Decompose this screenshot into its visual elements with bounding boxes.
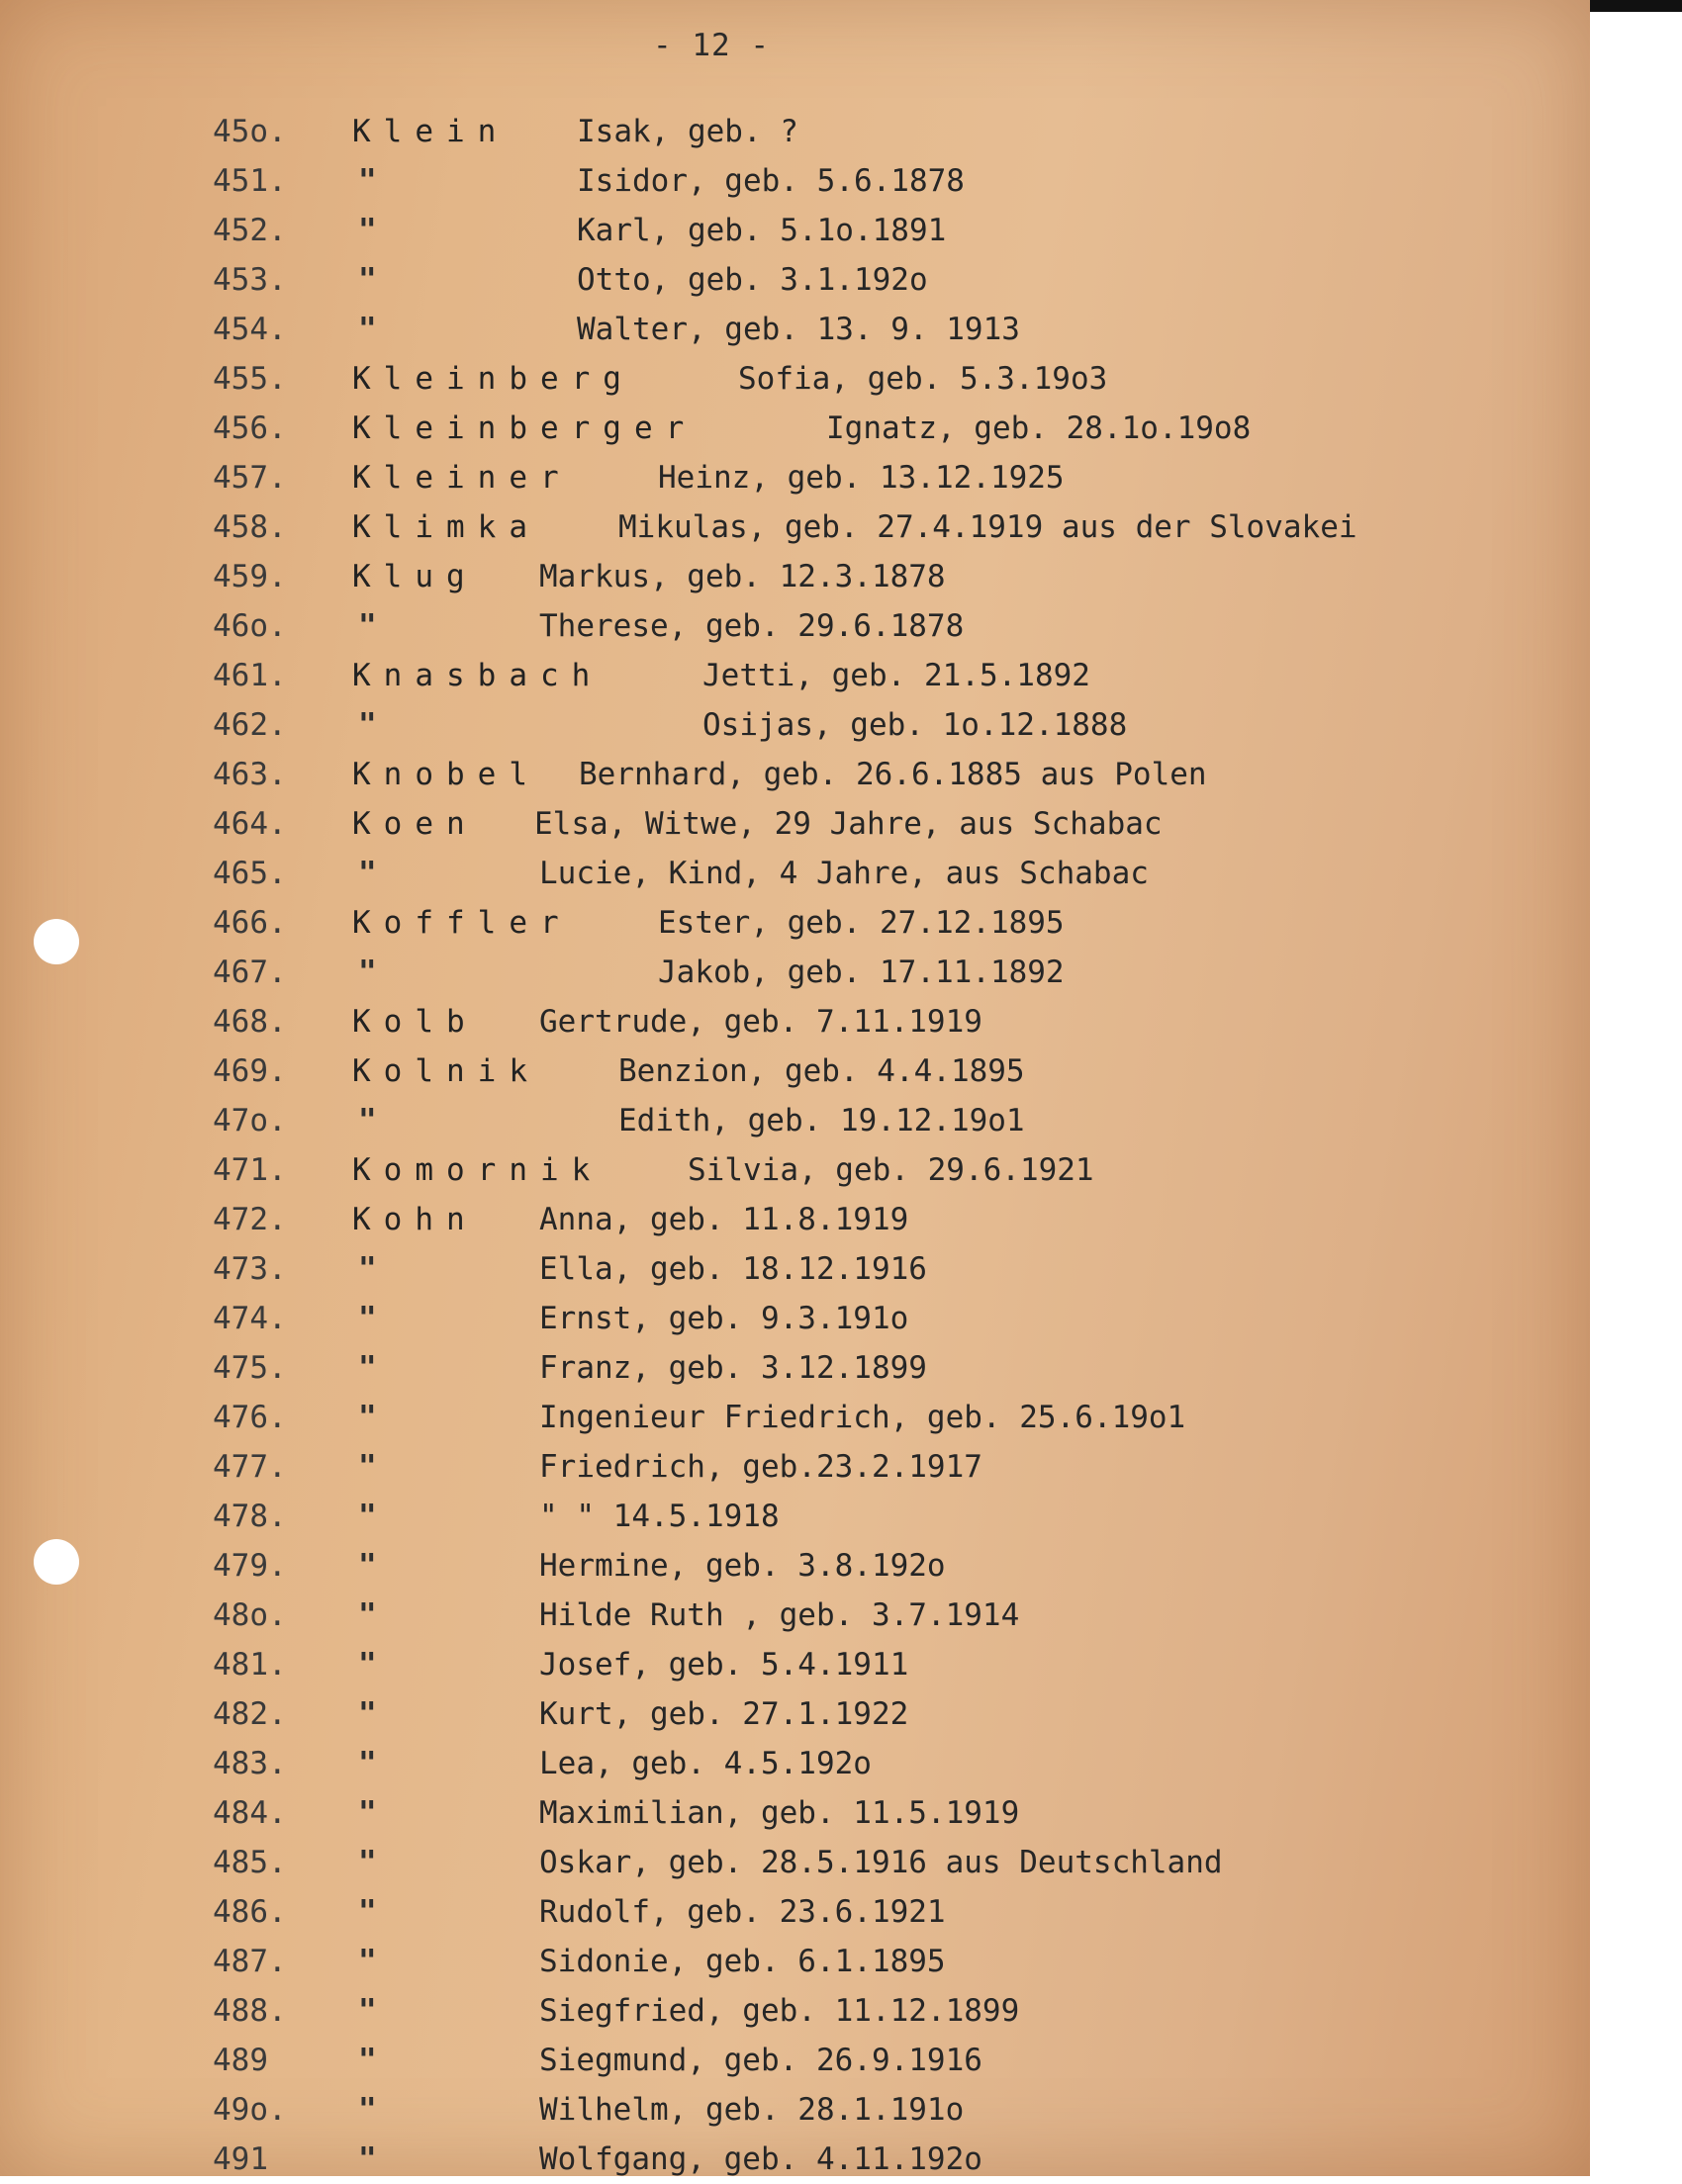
- ditto-mark: ": [358, 2141, 377, 2177]
- list-item: [0, 750, 1590, 799]
- entry-number: 48o.: [213, 1597, 287, 1633]
- list-item: [0, 552, 1590, 601]
- ditto-mark: ": [358, 707, 377, 743]
- list-item: [0, 1294, 1590, 1343]
- list-item: [0, 651, 1590, 700]
- ditto-mark: ": [358, 312, 377, 347]
- entry-details: Heinz, geb. 13.12.1925: [658, 460, 1065, 496]
- entry-number: 478.: [213, 1499, 287, 1534]
- entry-details: Friedrich, geb.23.2.1917: [539, 1449, 982, 1485]
- entry-details: Isak, geb. ?: [577, 114, 798, 149]
- list-item: [0, 2135, 1590, 2184]
- entry-number: 457.: [213, 460, 287, 496]
- list-item: [0, 1046, 1590, 1096]
- entry-number: 472.: [213, 1202, 287, 1237]
- ditto-mark: ": [358, 1350, 377, 1386]
- entry-details: Ingenieur Friedrich, geb. 25.6.19o1: [539, 1400, 1186, 1435]
- list-item: [0, 206, 1590, 255]
- entry-number: 451.: [213, 163, 287, 199]
- entry-details: Jakob, geb. 17.11.1892: [658, 955, 1065, 990]
- ditto-mark: ": [358, 163, 377, 199]
- entry-number: 461.: [213, 658, 287, 693]
- entry-details: Lea, geb. 4.5.192o: [539, 1746, 872, 1781]
- entry-details: Ella, geb. 18.12.1916: [539, 1251, 927, 1287]
- entry-number: 46o.: [213, 608, 287, 644]
- ditto-mark: ": [358, 1400, 377, 1435]
- entry-details: Therese, geb. 29.6.1878: [539, 608, 965, 644]
- list-item: [0, 1541, 1590, 1591]
- page-number: - 12 -: [653, 28, 770, 63]
- entry-number: 464.: [213, 806, 287, 842]
- entry-details: Siegfried, geb. 11.12.1899: [539, 1993, 1020, 2029]
- entry-number: 458.: [213, 509, 287, 545]
- list-item: [0, 2085, 1590, 2135]
- ditto-mark: ": [358, 1548, 377, 1584]
- entry-surname: Kleinberger: [352, 410, 698, 446]
- entry-details: Karl, geb. 5.1o.1891: [577, 213, 947, 248]
- entry-number: 479.: [213, 1548, 287, 1584]
- scan-edge-bar: [1590, 0, 1682, 12]
- ditto-mark: ": [358, 1103, 377, 1138]
- entry-number: 45o.: [213, 114, 287, 149]
- entry-surname: Kleinberg: [352, 361, 634, 397]
- entry-surname: Kolb: [352, 1004, 478, 1040]
- entry-number: 469.: [213, 1053, 287, 1089]
- list-item: [0, 997, 1590, 1046]
- entry-number: 455.: [213, 361, 287, 397]
- ditto-mark: ": [358, 856, 377, 891]
- entry-number: 481.: [213, 1647, 287, 1683]
- entry-details: Ernst, geb. 9.3.191o: [539, 1301, 909, 1336]
- entry-details: Hermine, geb. 3.8.192o: [539, 1548, 946, 1584]
- list-item: [0, 107, 1590, 156]
- list-item: [0, 948, 1590, 997]
- entry-number: 471.: [213, 1152, 287, 1188]
- entry-number: 483.: [213, 1746, 287, 1781]
- entry-number: 477.: [213, 1449, 287, 1485]
- entry-number: 456.: [213, 410, 287, 446]
- list-item: [0, 1887, 1590, 1937]
- entry-details: Edith, geb. 19.12.19o1: [618, 1103, 1025, 1138]
- entry-surname: Klug: [352, 559, 478, 594]
- list-item: [0, 1986, 1590, 2036]
- entry-number: 488.: [213, 1993, 287, 2029]
- ditto-mark: ": [358, 2043, 377, 2078]
- entry-details: Rudolf, geb. 23.6.1921: [539, 1894, 946, 1930]
- entry-surname: Kohn: [352, 1202, 478, 1237]
- ditto-mark: ": [358, 2092, 377, 2128]
- entry-details: " " 14.5.1918: [539, 1499, 780, 1534]
- ditto-mark: ": [358, 1746, 377, 1781]
- entry-number: 486.: [213, 1894, 287, 1930]
- entry-surname: Klein: [352, 114, 510, 149]
- entry-details: Josef, geb. 5.4.1911: [539, 1647, 909, 1683]
- ditto-mark: ": [358, 1696, 377, 1732]
- entry-details: Lucie, Kind, 4 Jahre, aus Schabac: [539, 856, 1149, 891]
- entry-details: Kurt, geb. 27.1.1922: [539, 1696, 909, 1732]
- entry-details: Sidonie, geb. 6.1.1895: [539, 1944, 946, 1979]
- list-item: [0, 1689, 1590, 1739]
- entry-details: Gertrude, geb. 7.11.1919: [539, 1004, 982, 1040]
- ditto-mark: ": [358, 1944, 377, 1979]
- list-item: [0, 1442, 1590, 1492]
- ditto-mark: ": [358, 1449, 377, 1485]
- ditto-mark: ": [358, 1251, 377, 1287]
- entry-number: 491: [213, 2141, 268, 2177]
- list-item: [0, 799, 1590, 849]
- list-item: [0, 849, 1590, 898]
- ditto-mark: ": [358, 1499, 377, 1534]
- entry-details: Sofia, geb. 5.3.19o3: [738, 361, 1108, 397]
- ditto-mark: ": [358, 1301, 377, 1336]
- entry-surname: Knobel: [352, 757, 540, 792]
- entry-details: Ignatz, geb. 28.1o.19o8: [826, 410, 1252, 446]
- list-item: [0, 2036, 1590, 2085]
- entry-surname: Knasbach: [352, 658, 604, 693]
- list-item: [0, 1195, 1590, 1244]
- entry-number: 468.: [213, 1004, 287, 1040]
- entry-number: 454.: [213, 312, 287, 347]
- list-item: [0, 1788, 1590, 1838]
- list-item: [0, 1343, 1590, 1393]
- entry-number: 476.: [213, 1400, 287, 1435]
- list-item: [0, 601, 1590, 651]
- ditto-mark: ": [358, 262, 377, 298]
- entry-details: Walter, geb. 13. 9. 1913: [577, 312, 1020, 347]
- entry-number: 484.: [213, 1795, 287, 1831]
- entry-details: Mikulas, geb. 27.4.1919 aus der Slovakei: [618, 509, 1357, 545]
- ditto-mark: ": [358, 1894, 377, 1930]
- entry-details: Otto, geb. 3.1.192o: [577, 262, 928, 298]
- entry-details: Elsa, Witwe, 29 Jahre, aus Schabac: [534, 806, 1163, 842]
- entry-number: 459.: [213, 559, 287, 594]
- entry-surname: Komornik: [352, 1152, 604, 1188]
- entry-details: Hilde Ruth , geb. 3.7.1914: [539, 1597, 1020, 1633]
- entry-number: 474.: [213, 1301, 287, 1336]
- entry-details: Osijas, geb. 1o.12.1888: [702, 707, 1128, 743]
- entry-details: Oskar, geb. 28.5.1916 aus Deutschland: [539, 1845, 1223, 1880]
- list-item: [0, 156, 1590, 206]
- ditto-mark: ": [358, 1647, 377, 1683]
- ditto-mark: ": [358, 1795, 377, 1831]
- list-item: [0, 1492, 1590, 1541]
- entry-details: Jetti, geb. 21.5.1892: [702, 658, 1090, 693]
- entry-number: 453.: [213, 262, 287, 298]
- entry-surname: Kleiner: [352, 460, 572, 496]
- entry-surname: Klimka: [352, 509, 540, 545]
- list-item: [0, 404, 1590, 453]
- entry-number: 475.: [213, 1350, 287, 1386]
- list-item: [0, 898, 1590, 948]
- entry-number: 489: [213, 2043, 268, 2078]
- list-item: [0, 1244, 1590, 1294]
- entry-details: Silvia, geb. 29.6.1921: [688, 1152, 1094, 1188]
- entry-number: 452.: [213, 213, 287, 248]
- list-item: [0, 1838, 1590, 1887]
- entry-details: Bernhard, geb. 26.6.1885 aus Polen: [579, 757, 1207, 792]
- list-item: [0, 1640, 1590, 1689]
- entry-number: 485.: [213, 1845, 287, 1880]
- ditto-mark: ": [358, 1993, 377, 2029]
- entry-details: Markus, geb. 12.3.1878: [539, 559, 946, 594]
- entry-details: Benzion, geb. 4.4.1895: [618, 1053, 1025, 1089]
- entry-details: Wilhelm, geb. 28.1.191o: [539, 2092, 965, 2128]
- entry-details: Siegmund, geb. 26.9.1916: [539, 2043, 982, 2078]
- entry-number: 487.: [213, 1944, 287, 1979]
- list-item: [0, 453, 1590, 502]
- entry-number: 465.: [213, 856, 287, 891]
- entry-number: 49o.: [213, 2092, 287, 2128]
- list-item: [0, 1096, 1590, 1145]
- list-item: [0, 1937, 1590, 1986]
- list-item: [0, 305, 1590, 354]
- entry-details: Maximilian, geb. 11.5.1919: [539, 1795, 1020, 1831]
- ditto-mark: ": [358, 608, 377, 644]
- entry-details: Wolfgang, geb. 4.11.192o: [539, 2141, 982, 2177]
- list-item: [0, 1393, 1590, 1442]
- entry-number: 463.: [213, 757, 287, 792]
- list-item: [0, 700, 1590, 750]
- ditto-mark: ": [358, 1845, 377, 1880]
- entry-number: 462.: [213, 707, 287, 743]
- entry-details: Franz, geb. 3.12.1899: [539, 1350, 927, 1386]
- entry-details: Isidor, geb. 5.6.1878: [577, 163, 965, 199]
- ditto-mark: ": [358, 955, 377, 990]
- entry-surname: Kolnik: [352, 1053, 540, 1089]
- entry-details: Ester, geb. 27.12.1895: [658, 905, 1065, 941]
- entry-number: 473.: [213, 1251, 287, 1287]
- list-item: [0, 1591, 1590, 1640]
- entry-number: 482.: [213, 1696, 287, 1732]
- list-item: [0, 1739, 1590, 1788]
- entry-number: 467.: [213, 955, 287, 990]
- ditto-mark: ": [358, 1597, 377, 1633]
- list-item: [0, 1145, 1590, 1195]
- list-item: [0, 255, 1590, 305]
- entry-number: 47o.: [213, 1103, 287, 1138]
- entry-number: 466.: [213, 905, 287, 941]
- entry-surname: Koen: [352, 806, 478, 842]
- list-item: [0, 354, 1590, 404]
- entry-surname: Koffler: [352, 905, 572, 941]
- list-item: [0, 502, 1590, 552]
- entry-details: Anna, geb. 11.8.1919: [539, 1202, 909, 1237]
- ditto-mark: ": [358, 213, 377, 248]
